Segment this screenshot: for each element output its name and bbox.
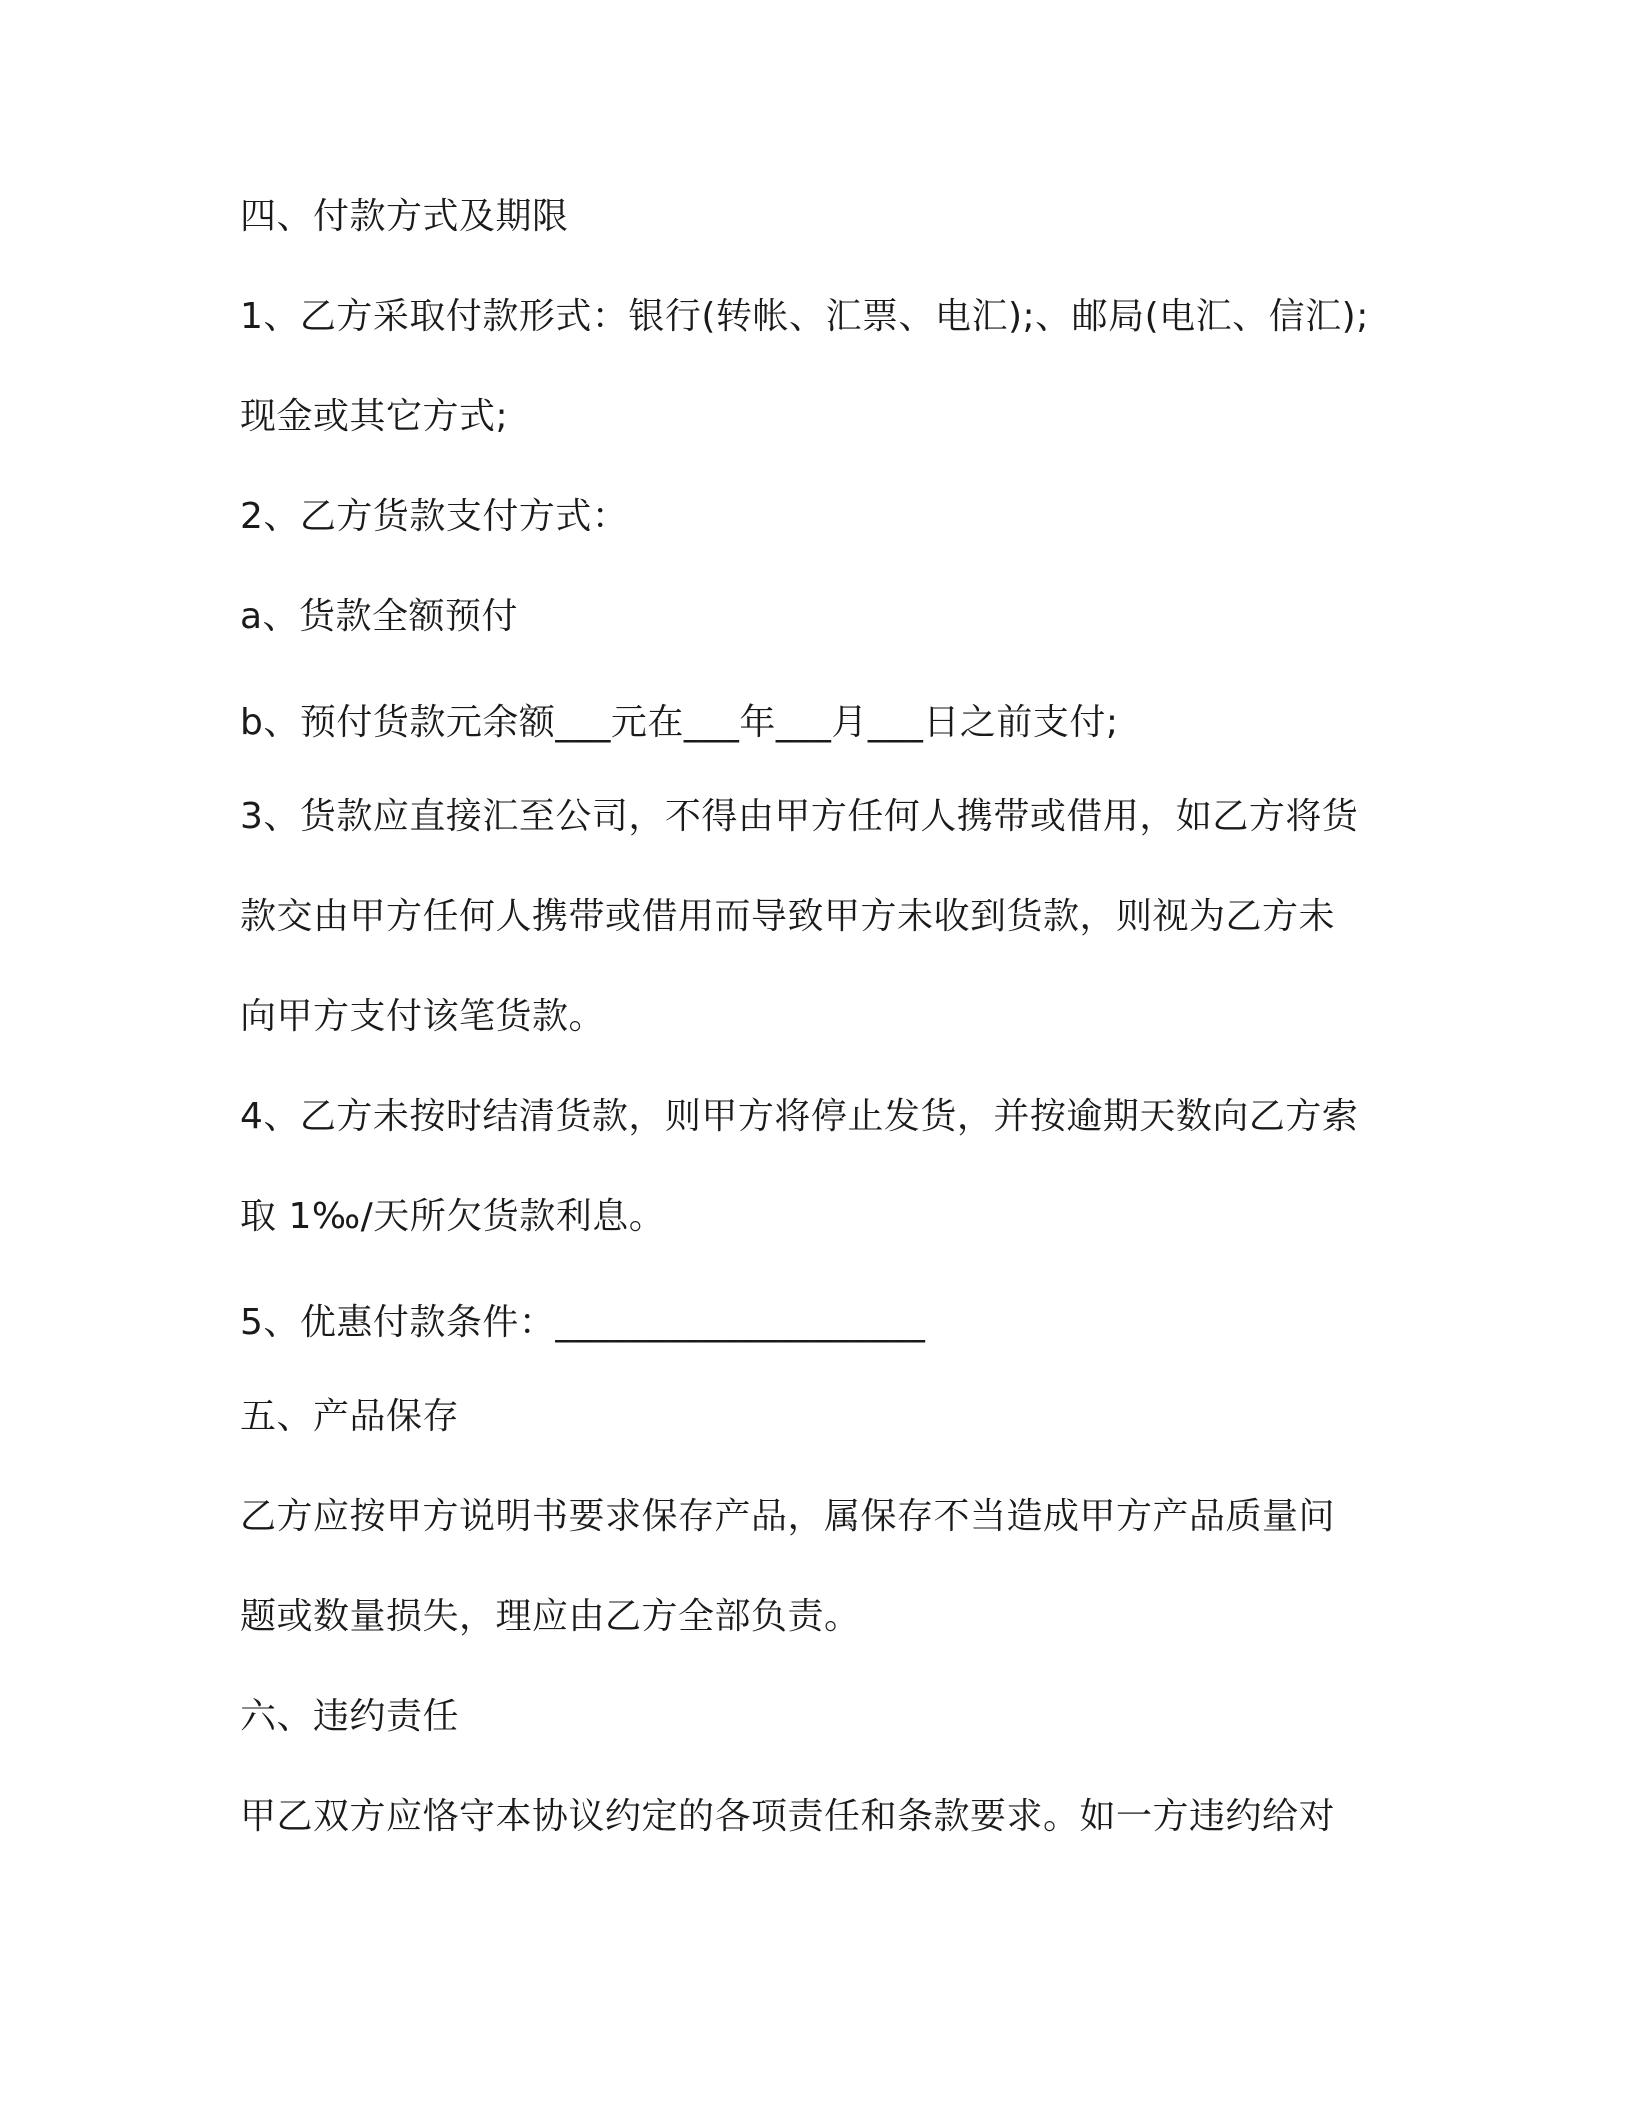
paragraph-line: 3、货款应直接汇至公司，不得由甲方任何人携带或借用，如乙方将货 bbox=[240, 796, 1359, 837]
paragraph-line: 现金或其它方式; bbox=[240, 396, 509, 437]
paragraph-line: 甲乙双方应恪守本协议约定的各项责任和条款要求。如一方违约给对 bbox=[240, 1796, 1336, 1837]
paragraph-line: 5、优惠付款条件：____________________ bbox=[240, 1302, 926, 1343]
paragraph-line: 向甲方支付该笔货款。 bbox=[240, 996, 606, 1037]
paragraph-line: 乙方应按甲方说明书要求保存产品，属保存不当造成甲方产品质量问 bbox=[240, 1496, 1336, 1537]
section-heading-storage: 五、产品保存 bbox=[240, 1396, 460, 1437]
paragraph-line: 取 1‰/天所欠货款利息。 bbox=[240, 1196, 666, 1237]
paragraph-line: 1、乙方采取付款形式：银行(转帐、汇票、电汇);、邮局(电汇、信汇); bbox=[240, 296, 1369, 337]
paragraph-line: a、货款全额预付 bbox=[240, 596, 519, 637]
paragraph-line: 4、乙方未按时结清货款，则甲方将停止发货，并按逾期天数向乙方索 bbox=[240, 1096, 1359, 1137]
section-heading-liability: 六、违约责任 bbox=[240, 1696, 460, 1737]
section-heading-payment: 四、付款方式及期限 bbox=[240, 196, 569, 237]
paragraph-line: 2、乙方货款支付方式： bbox=[240, 496, 629, 537]
paragraph-line: b、预付货款元余额___元在___年___月___日之前支付; bbox=[240, 702, 1119, 743]
paragraph-line: 款交由甲方任何人携带或借用而导致甲方未收到货款，则视为乙方未 bbox=[240, 896, 1336, 937]
paragraph-line: 题或数量损失，理应由乙方全部负责。 bbox=[240, 1596, 861, 1637]
